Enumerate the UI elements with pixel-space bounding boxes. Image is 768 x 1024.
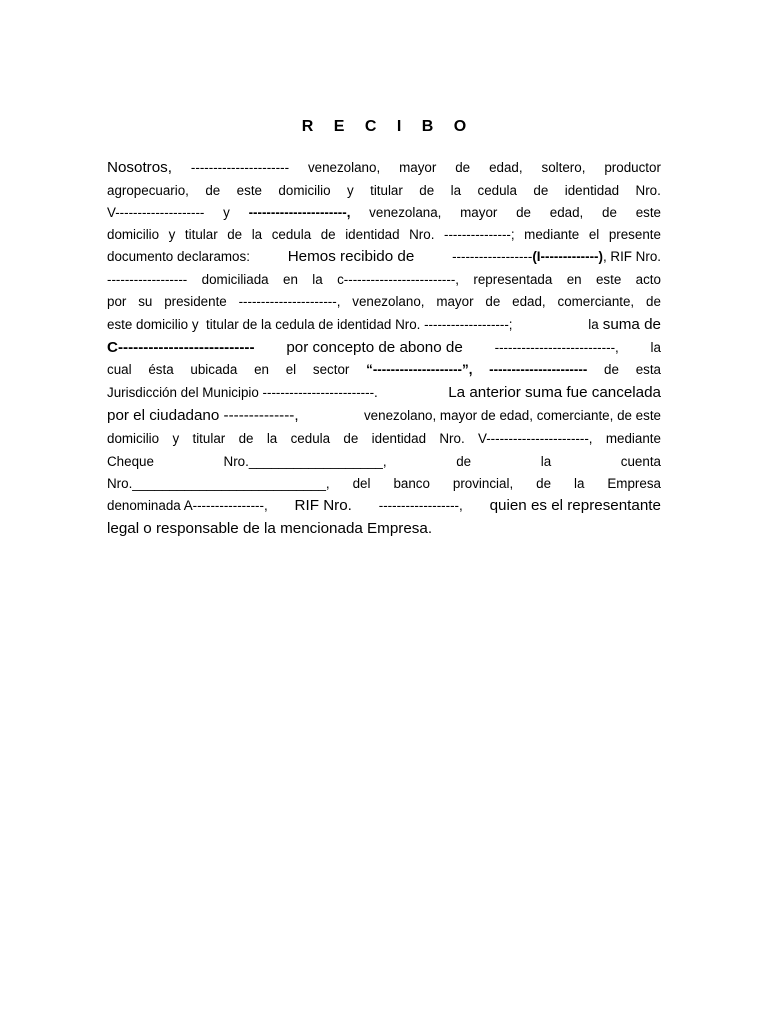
line-word: venezolano, bbox=[352, 294, 425, 309]
line-word: cual bbox=[107, 362, 132, 377]
paragraph-line-13 bbox=[107, 427, 661, 450]
line-word: ésta bbox=[148, 362, 174, 377]
line-word: Nro.__________________, bbox=[223, 454, 387, 469]
line-word: legal o responsable de la mencionada Empresa. bbox=[107, 520, 433, 537]
line-word: presidente bbox=[164, 294, 227, 309]
paragraph-line-2 bbox=[107, 179, 661, 202]
line-word: sector bbox=[312, 362, 350, 377]
line-word: esta bbox=[635, 362, 661, 377]
line-word: de bbox=[238, 431, 254, 446]
line-word: Empresa bbox=[607, 476, 661, 491]
line-word: la bbox=[266, 431, 278, 446]
line-word: domicilio bbox=[278, 183, 331, 198]
line-word: de bbox=[602, 205, 617, 220]
paragraph-line-11 bbox=[107, 381, 661, 404]
line-word: y bbox=[346, 183, 354, 198]
line-word: cedula bbox=[271, 227, 312, 242]
line-word: de bbox=[205, 183, 221, 198]
line-word: el bbox=[588, 227, 600, 242]
line-word: domicilio bbox=[107, 431, 160, 446]
line-word: provincial, bbox=[452, 476, 514, 491]
line-word: agropecuario, bbox=[107, 183, 189, 198]
line-word: por bbox=[107, 294, 127, 309]
line-word: Nro. bbox=[409, 227, 435, 242]
line-word: en bbox=[254, 362, 269, 377]
line-word: identidad bbox=[564, 183, 620, 198]
line-word: ------------------ bbox=[452, 249, 533, 264]
line-word: mediante bbox=[524, 227, 580, 242]
line-word: (I-------------) bbox=[532, 249, 603, 264]
line-word: Jurisdicción del Municipio -------------------------. bbox=[107, 385, 378, 400]
paragraph-line-12 bbox=[107, 404, 661, 427]
line-group bbox=[588, 313, 661, 336]
line-word: venezolano, bbox=[307, 160, 381, 175]
paragraph-line-6 bbox=[107, 268, 661, 291]
line-word: Cheque bbox=[107, 454, 154, 469]
line-word: ------------------ bbox=[107, 272, 188, 287]
line-word: identidad bbox=[345, 227, 400, 242]
line-word: la bbox=[540, 454, 552, 469]
paragraph-line-14 bbox=[107, 450, 661, 473]
line-word: titular bbox=[370, 183, 403, 198]
line-word: ---------------------- bbox=[489, 362, 588, 377]
line-word: la bbox=[573, 476, 585, 491]
paragraph-line-15 bbox=[107, 472, 661, 495]
line-word: , RIF Nro. bbox=[602, 249, 661, 264]
line-word: la bbox=[650, 340, 661, 355]
line-word: la bbox=[251, 227, 263, 242]
line-word: identidad bbox=[371, 431, 427, 446]
line-word: ubicada bbox=[190, 362, 238, 377]
line-word: acto bbox=[635, 272, 661, 287]
line-word: este bbox=[635, 205, 661, 220]
line-word: c-------------------------, bbox=[337, 272, 460, 287]
line-word: Hemos recibido de bbox=[287, 248, 415, 265]
line-word: mayor bbox=[399, 160, 437, 175]
line-word: soltero, bbox=[541, 160, 586, 175]
paragraph-line-10 bbox=[107, 358, 661, 381]
line-word: ----------------------, bbox=[238, 294, 341, 309]
line-word: de bbox=[343, 431, 359, 446]
line-word: este domicilio y titular de la cedula de identidad Nro. -------------------; bbox=[107, 317, 513, 332]
paragraph-line-9 bbox=[107, 336, 661, 359]
line-word: este bbox=[236, 183, 262, 198]
line-word: por el ciudadano --------------, bbox=[107, 407, 299, 424]
paragraph-line-17 bbox=[107, 517, 661, 540]
paragraph-line-1 bbox=[107, 156, 661, 179]
line-word: ------------------, bbox=[378, 498, 463, 513]
line-word: el bbox=[285, 362, 297, 377]
line-word: RIF Nro. bbox=[294, 497, 352, 514]
line-word: la bbox=[312, 272, 323, 287]
line-word: de bbox=[485, 294, 501, 309]
line-word: y bbox=[168, 227, 176, 242]
line-word: de bbox=[456, 454, 472, 469]
line-word: banco bbox=[393, 476, 430, 491]
line-word: de bbox=[320, 227, 336, 242]
line-word: suma de bbox=[602, 316, 661, 333]
line-word: Nro.__________________________, bbox=[107, 476, 330, 491]
line-word: “--------------------”, bbox=[366, 362, 473, 377]
paragraph-line-7 bbox=[107, 290, 661, 313]
line-word: V-----------------------, bbox=[478, 431, 593, 446]
paragraph-line-4 bbox=[107, 223, 661, 246]
line-word: de bbox=[646, 294, 661, 309]
line-word: cuenta bbox=[620, 454, 661, 469]
line-word: del bbox=[352, 476, 371, 491]
line-word: mayor bbox=[460, 205, 498, 220]
paragraph-line-3 bbox=[107, 201, 661, 224]
line-word: comerciante, bbox=[557, 294, 635, 309]
line-word: La anterior suma fue cancelada bbox=[448, 384, 661, 401]
line-word: presente bbox=[608, 227, 661, 242]
line-word: titular bbox=[184, 227, 218, 242]
line-word: ----------------------, bbox=[248, 205, 351, 220]
line-word: de bbox=[455, 160, 471, 175]
line-word: mayor bbox=[436, 294, 474, 309]
line-word: denominada A----------------, bbox=[107, 498, 268, 513]
line-word: C--------------------------- bbox=[107, 339, 255, 356]
line-word: la bbox=[588, 317, 599, 332]
line-word: ---------------; bbox=[444, 227, 515, 242]
line-word: de bbox=[536, 476, 552, 491]
line-word: de bbox=[516, 205, 532, 220]
line-word: ---------------------- bbox=[190, 160, 290, 175]
line-word: edad, bbox=[512, 294, 546, 309]
paragraph-line-5 bbox=[107, 245, 661, 268]
line-word: ---------------------------, bbox=[494, 340, 619, 355]
line-word: venezolano, mayor de edad, comerciante, de este bbox=[363, 408, 661, 423]
line-word: Nro. bbox=[635, 183, 661, 198]
line-word: productor bbox=[604, 160, 661, 175]
paragraph-line-16 bbox=[107, 494, 661, 517]
line-word: domiciliada bbox=[201, 272, 269, 287]
line-word: este bbox=[595, 272, 622, 287]
line-word: de bbox=[533, 183, 549, 198]
line-word: edad, bbox=[489, 160, 523, 175]
line-word: venezolana, bbox=[369, 205, 442, 220]
line-word: por concepto de abono de bbox=[286, 339, 463, 356]
line-word: de bbox=[227, 227, 243, 242]
line-word: edad, bbox=[549, 205, 584, 220]
line-word: cedula bbox=[290, 431, 331, 446]
line-group bbox=[452, 245, 661, 268]
line-word: de bbox=[604, 362, 619, 377]
line-word: en bbox=[566, 272, 582, 287]
line-word: quien es el representante bbox=[489, 497, 661, 514]
line-word: Nosotros, bbox=[107, 159, 172, 176]
line-word: Nro. bbox=[439, 431, 465, 446]
line-word: documento declaramos: bbox=[107, 249, 250, 264]
line-word: la bbox=[450, 183, 462, 198]
line-word: y bbox=[223, 205, 230, 220]
line-word: domicilio bbox=[107, 227, 160, 242]
line-word: de bbox=[419, 183, 435, 198]
line-word: mediante bbox=[605, 431, 661, 446]
line-word: representada bbox=[473, 272, 553, 287]
paragraph-line-8 bbox=[107, 313, 661, 336]
line-word: y bbox=[172, 431, 180, 446]
line-word: V-------------------- bbox=[107, 205, 205, 220]
line-word: titular bbox=[192, 431, 226, 446]
line-word: en bbox=[283, 272, 298, 287]
line-word: cedula bbox=[477, 183, 517, 198]
document-title: R E C I B O bbox=[301, 118, 475, 135]
line-word: su bbox=[138, 294, 153, 309]
